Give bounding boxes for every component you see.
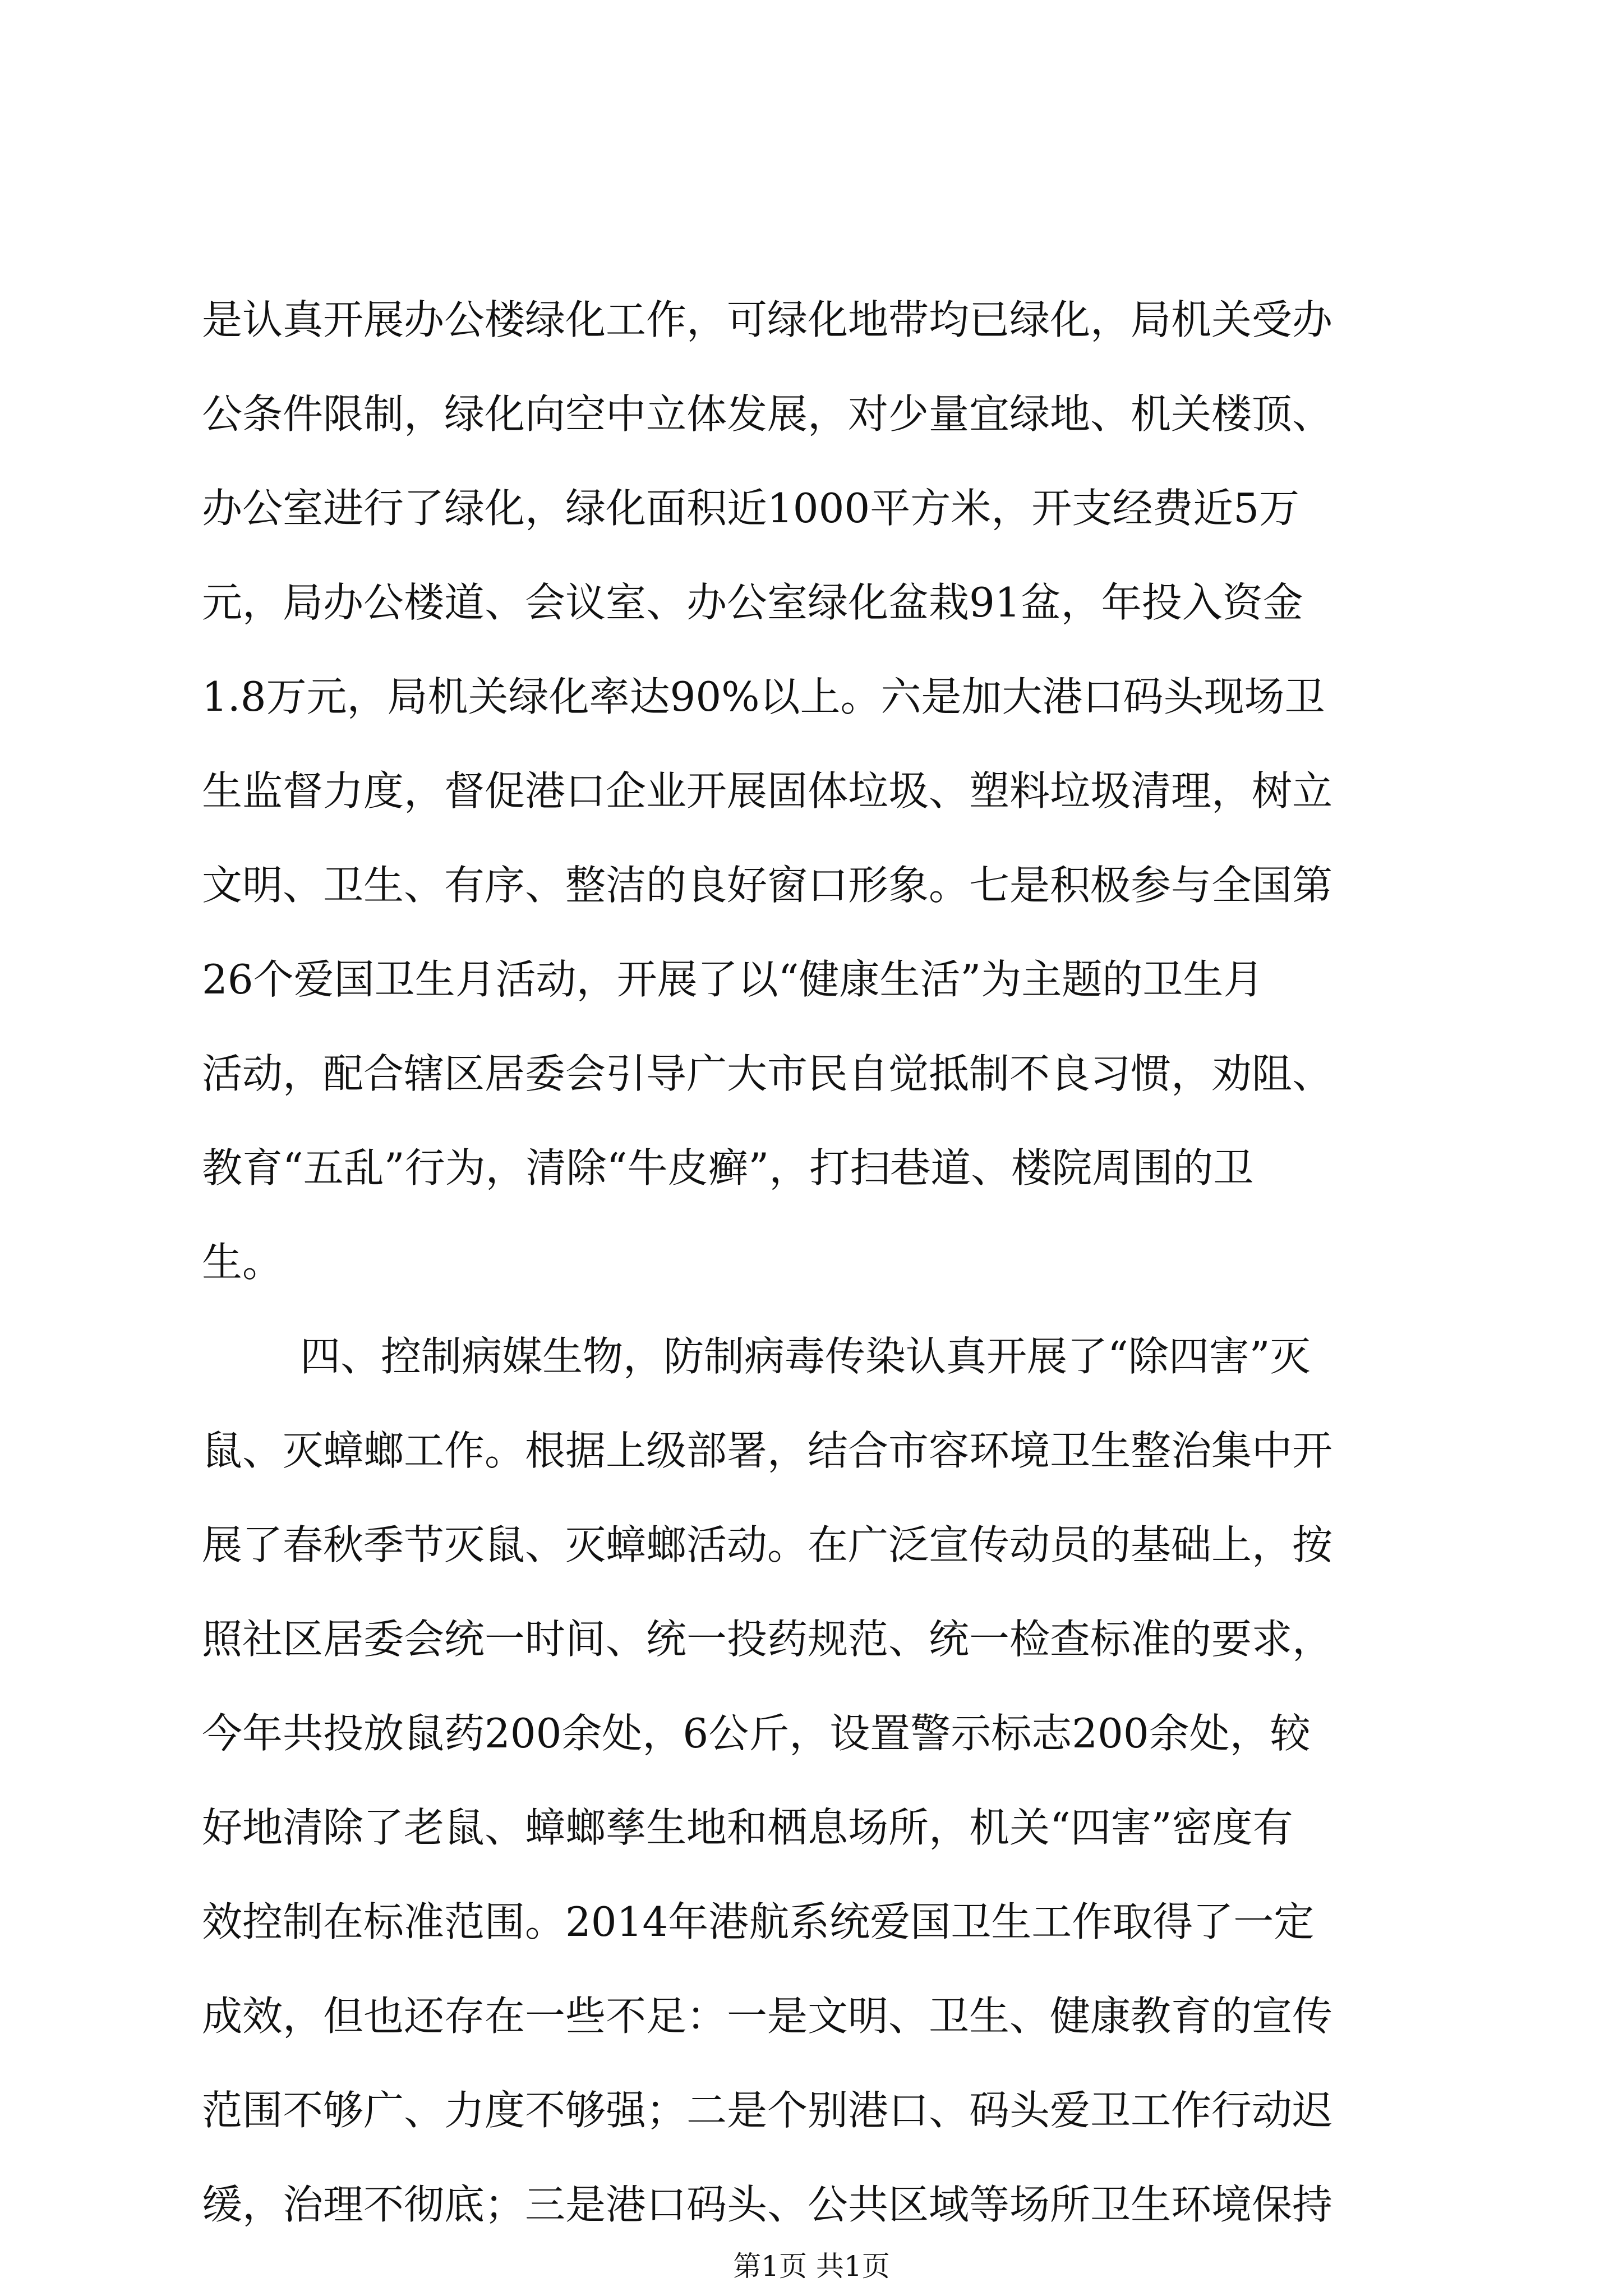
body-text-line: 办公室进行了绿化，绿化面积近1000平方米，开支经费近5万 [202, 485, 1300, 532]
body-text-line: 26个爱国卫生月活动，开展了以“健康生活”为主题的卫生月 [202, 956, 1264, 1003]
body-text-line: 1.8万元，局机关绿化率达90%以上。六是加大港口码头现场卫 [202, 673, 1325, 720]
body-text-line: 生。 [202, 1239, 283, 1286]
body-text-line: 文明、卫生、有序、整洁的良好窗口形象。七是积极参与全国第 [202, 862, 1333, 909]
paragraph-start-line: 四、控制病媒生物，防制病毒传染认真开展了“除四害”灭 [300, 1333, 1311, 1380]
body-text-line: 鼠、灭蟑螂工作。根据上级部署，结合市容环境卫生整治集中开 [202, 1427, 1333, 1474]
body-text-line: 缓，治理不彻底；三是港口码头、公共区域等场所卫生环境保持 [202, 2181, 1333, 2228]
body-text-line: 好地清除了老鼠、蟑螂孳生地和栖息场所，机关“四害”密度有 [202, 1804, 1293, 1851]
body-text-line: 活动，配合辖区居委会引导广大市民自觉抵制不良习惯，劝阻、 [202, 1050, 1333, 1097]
body-text-line: 展了春秋季节灭鼠、灭蟑螂活动。在广泛宣传动员的基础上，按 [202, 1521, 1333, 1568]
page-footer: 第1页 共1页 [733, 2250, 890, 2283]
body-text-line: 生监督力度，督促港口企业开展固体垃圾、塑料垃圾清理，树立 [202, 767, 1333, 815]
body-text-line: 照社区居委会统一时间、统一投药规范、统一检查标准的要求， [202, 1616, 1333, 1663]
body-text-line: 效控制在标准范围。2014年港航系统爱国卫生工作取得了一定 [202, 1898, 1315, 1945]
body-text-line: 教育“五乱”行为，清除“牛皮癣”，打扫巷道、楼院周围的卫 [202, 1144, 1254, 1191]
body-text-line: 元，局办公楼道、会议室、办公室绿化盆栽91盆，年投入资金 [202, 579, 1303, 626]
body-text-line: 公条件限制，绿化向空中立体发展，对少量宜绿地、机关楼顶、 [202, 390, 1333, 438]
body-text-line: 范围不够广、力度不够强；二是个别港口、码头爱卫工作行动迟 [202, 2087, 1333, 2134]
body-text-line: 是认真开展办公楼绿化工作，可绿化地带均已绿化，局机关受办 [202, 296, 1333, 343]
body-text-line: 成效，但也还存在一些不足：一是文明、卫生、健康教育的宣传 [202, 1993, 1333, 2040]
body-text-line: 今年共投放鼠药200余处，6公斤，设置警示标志200余处，较 [202, 1710, 1311, 1757]
